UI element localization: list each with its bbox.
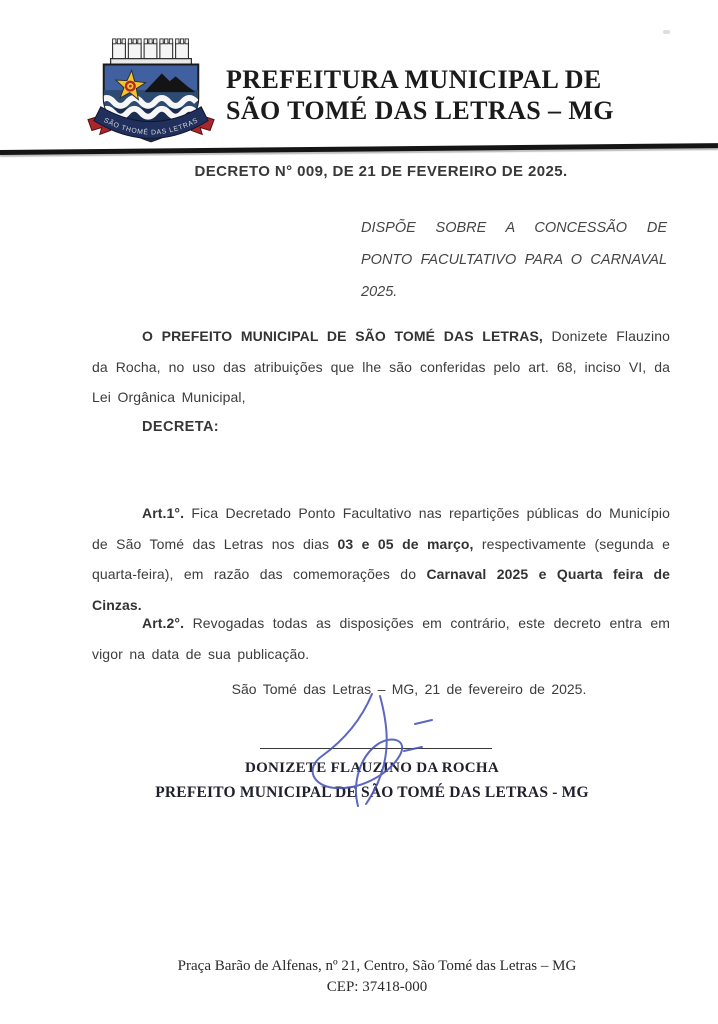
crest-motto: SÃO THOMÉ DAS LETRAS: [102, 117, 200, 137]
dateline: São Tomé das Letras – MG, 21 de fevereiro de 2025.: [231, 681, 587, 697]
signature-ink-icon: [295, 686, 461, 814]
municipal-coat-of-arms-icon: [86, 36, 216, 158]
decreta-label: DECRETA:: [142, 419, 220, 435]
decree-epigraph: DISPÕE SOBRE A CONCESSÃO DE PONTO FACULTATIVO PARA O CARNAVAL 2025.: [361, 220, 667, 300]
preamble-rest: Donizete Flauzino da Rocha, no uso das atribuições que lhe são conferidas pelo art. 68, inciso VI, da Lei Orgânica Municipal,: [92, 328, 670, 405]
signatory-name: DONIZETE FLAUZINO DA ROCHA: [244, 760, 500, 776]
article-1-text-2: respectivamente (segunda e quarta-feira), em razão das comemorações do: [92, 535, 670, 582]
article-2-paragraph: [92, 608, 670, 669]
article-1-text-1: Fica Decretado Ponto Facultativo nas repartições públicas do Município de São Tomé das Letras nos dias: [92, 505, 670, 552]
article-1-events: Carnaval 2025 e Quarta feira de Cinzas.: [92, 566, 670, 613]
preamble-paragraph: [92, 321, 670, 413]
article-1-label: Art.1°.: [142, 505, 185, 521]
organization-title-line2: SÃO TOMÉ DAS LETRAS – MG: [226, 96, 614, 125]
footer: [20, 956, 718, 997]
article-1-dates: 03 e 05 de março,: [337, 535, 474, 552]
signatory-title: PREFEITO MUNICIPAL DE SÃO TOMÉ DAS LETRAS - MG: [155, 784, 589, 801]
organization-title: [226, 64, 626, 126]
decree-title: DECRETO N° 009, DE 21 DE FEVEREIRO DE 2025.: [194, 163, 568, 180]
article-2-label: Art.2°.: [142, 615, 185, 631]
article-1-paragraph: [92, 498, 670, 620]
shield-icon: [94, 65, 208, 144]
article-2-text: Revogadas todas as disposições em contrário, este decreto entra em vigor na data de sua publicação.: [92, 615, 670, 662]
scan-artifact: [663, 30, 670, 34]
footer-postal-code: CEP: 37418-000: [326, 978, 428, 995]
organization-title-line1: PREFEITURA MUNICIPAL DE: [226, 65, 602, 94]
footer-address: Praça Barão de Alfenas, nº 21, Centro, São Tomé das Letras – MG: [177, 958, 577, 974]
mural-crown-icon: [111, 39, 192, 65]
preamble-authority: O PREFEITO MUNICIPAL DE SÃO TOMÉ DAS LETRAS,: [142, 328, 543, 344]
